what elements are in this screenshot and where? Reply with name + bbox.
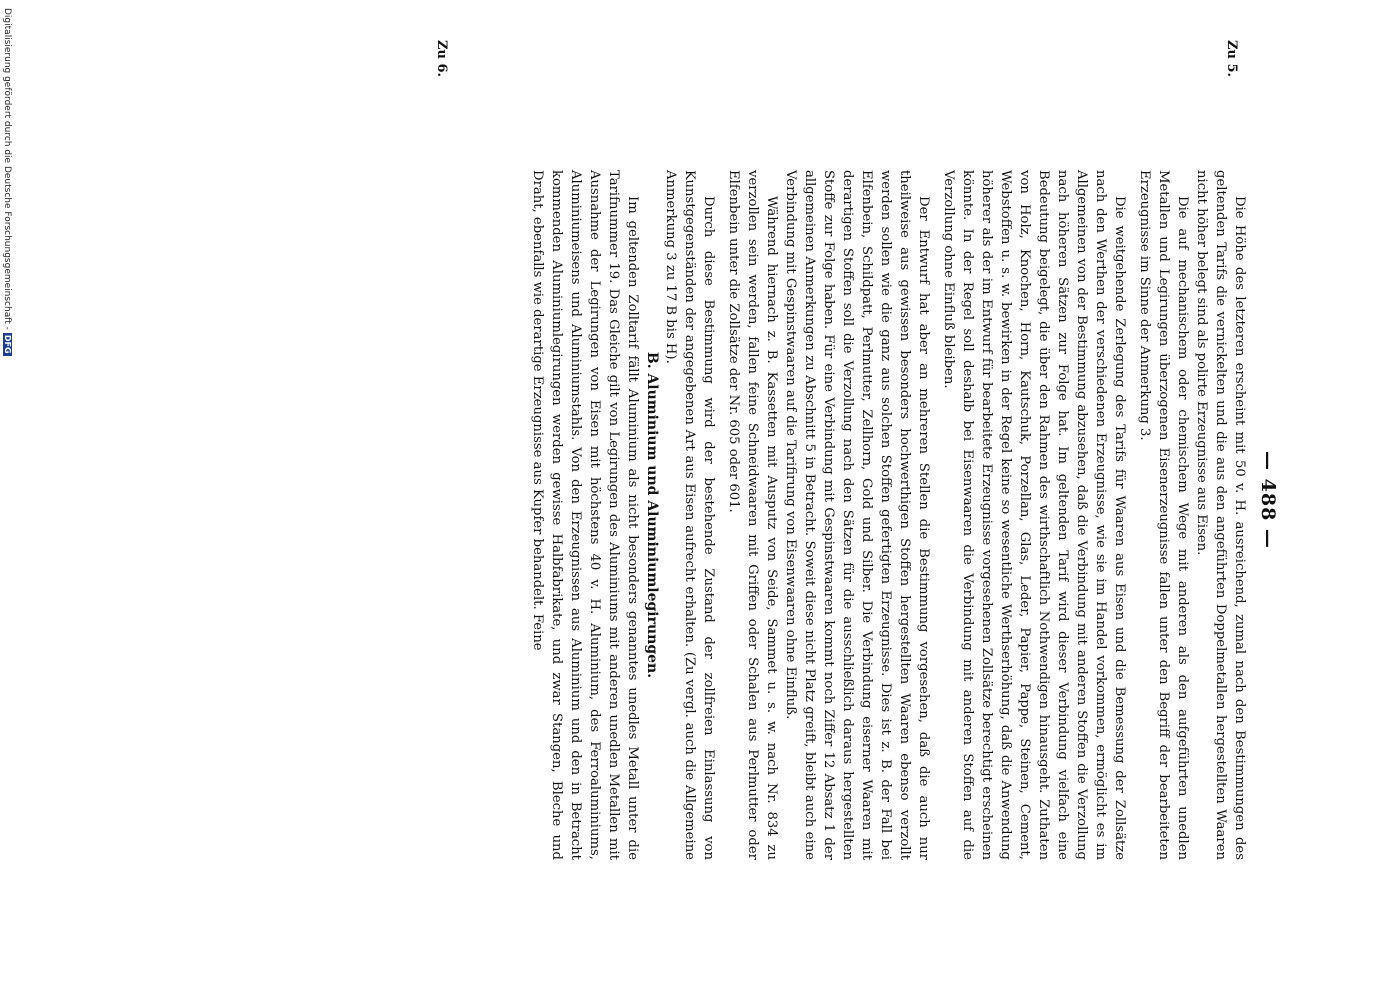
margin-note-zu5: Zu 5. bbox=[1224, 40, 1239, 78]
footer-text: Digitalisierung gefördert durch die Deutsche Forschungsgemeinschaft - bbox=[2, 8, 12, 330]
page-number: — 488 — bbox=[1257, 451, 1279, 549]
paragraph-7: Im geltenden Zolltarif fällt Aluminium als nicht besonders genanntes unedles Metall unter die Tarifnummer 19. Das Gleiche gilt von Legirungen des Aluminiums mit anderen unedlen Metallen mit Ausnahme der Legirungen von Eisen mit höchstens 40 v. H. Aluminium, des Ferroaluminiums, Aluminiumeisens und Aluminiumstahls. Von den Erzeugnissen aus Aluminium und den in Betracht kommenden Aluminiumlegirungen werden gewisse Halbfabrikate, und zwar Stangen, Bleche und Draht, ebenfalls wie derartige Erzeugnisse aus Kupfer behandelt. Feine bbox=[530, 170, 640, 860]
paragraph-5: Während hiernach z. B. Kassetten mit Ausputz von Seide, Sammet u. s. w. nach Nr. 834 zu verzollen sein werden, fallen feine Schneidwaaren mit Griffen oder Schalen aus Perlmutter oder Elfenbein unter die Zollsätze der Nr. 605 oder 601. bbox=[726, 170, 779, 860]
paragraph-2: Die auf mechanischem oder chemischem Wege mit anderen als den aufgeführten unedlen Metallen und Legirungen überzogenen Eisenerzeugnisse fallen unter den Begriff der bearbeiteten Erzeugnisse im Sinne der Anmerkung 3. bbox=[1137, 170, 1190, 860]
paragraph-1: Die Höhe des letzteren erscheint mit 50 v. H. ausreichend, zumal nach den Bestimmungen des geltenden Tarifs die vernickelten und die aus den angeführten Doppelmetallen hergestellten Waaren nicht höher belegt sind als polirte Erzeugnisse aus Eisen. bbox=[1194, 170, 1247, 860]
dfg-logo: DFG bbox=[3, 334, 12, 354]
paragraph-4: Der Entwurf hat aber an mehreren Stellen die Bestimmung vorgesehen, daß die auch nur theilweise aus gewissen besonders hochwerthigen Stoffen hergestellten Waaren ebenso verzollt werden sollen wie die ganz aus solchen Stoffen gefertigten Erzeugnisse. Dies ist z. B. der Fall bei Elfenbein, Schildpatt, Perlmutter, Zellhorn, Gold und Silber. Die Verbindung eiserner Waaren mit derartigen Stoffen soll die Verzollung nach den Sätzen für die ausschließlich daraus hergestellten Stoffe zur Folge haben. Für eine Verbindung mit Gespinstwaaren kommt noch Ziffer 12 Absatz 1 der allgemeinen Anmerkungen zu Abschnitt 5 in Betracht. Soweit diese nicht Platz greift, bleibt auch eine Verbindung mit Gespinstwaaren auf die Tarifirung von Eisenwaaren ohne Einfluß. bbox=[783, 170, 931, 860]
paragraph-3: Die weitgehende Zerlegung des Tarifs für Waaren aus Eisen und die Bemessung der Zollsätze nach den Werthen der verschiedenen Erzeugnisse, wie sie im Handel vorkommen, ermöglicht es im Allgemeinen von der Bestimmung abzusehen, daß die Verbindung mit anderen Stoffen die Verzollung nach höheren Sätzen zur Folge hat. Im geltenden Tarif wird dieser Verbindung vielfach eine Bedeutung beigelegt, die über den Rahmen des wirthschaftlich Nothwendigen hinausgeht. Zuthaten von Holz, Knochen, Horn, Kautschuk, Porzellan, Glas, Leder, Papier, Pappe, Steinen, Cement, Webstoffen u. s. w. bewirken in der Regel keine so wesentliche Werthserhöhung, daß die Anwendung höherer als der im Entwurf für bearbeitete Erzeugnisse vorgesehenen Zollsätze berechtigt erscheinen könnte. In der Regel soll deshalb bei Eisenwaaren die Verbindung mit anderen Stoffen auf die Verzollung ohne Einfluß bleiben. bbox=[941, 170, 1127, 860]
digitization-footer bbox=[2, 0, 12, 1008]
body-text bbox=[528, 170, 1249, 860]
section-heading: B. Aluminium und Aluminiumlegirungen. bbox=[644, 351, 660, 679]
margin-note-zu6: Zu 6. bbox=[434, 40, 449, 78]
paragraph-6: Durch diese Bestimmung wird der bestehende Zustand der zollfreien Einlassung von Kunstgegenständen der angegebenen Art aus Eisen aufrecht erhalten. (Zu vergl. auch die Allgemeine Anmerkung 3 zu 17 B bis H). bbox=[663, 170, 716, 860]
